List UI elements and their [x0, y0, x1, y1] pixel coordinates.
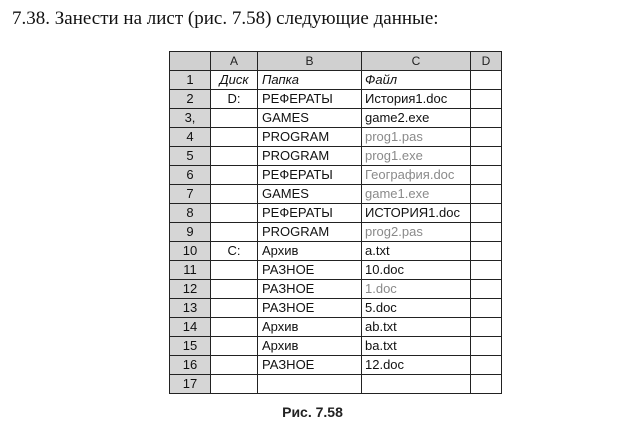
figure-caption: Рис. 7.58 [282, 404, 343, 420]
sheet-row [170, 242, 502, 261]
cell-a[interactable] [211, 318, 258, 337]
task-heading: 7.38. Занести на лист (рис. 7.58) следующие данные: [12, 8, 439, 29]
cell-c[interactable] [362, 375, 471, 394]
cell-a[interactable] [211, 223, 258, 242]
column-header-c[interactable]: C [362, 52, 471, 71]
cell-b[interactable]: РАЗНОЕ [258, 299, 362, 318]
cell-b[interactable]: PROGRAM [258, 147, 362, 166]
row-header[interactable]: 4 [170, 128, 211, 147]
cell-a[interactable]: D: [211, 90, 258, 109]
sheet-body [170, 71, 502, 394]
cell-d[interactable] [471, 280, 502, 299]
cell-d[interactable] [471, 166, 502, 185]
sheet-row [170, 375, 502, 394]
cell-d[interactable] [471, 337, 502, 356]
row-header[interactable]: 1 [170, 71, 211, 90]
row-header[interactable]: 6 [170, 166, 211, 185]
cell-a[interactable] [211, 204, 258, 223]
spreadsheet-table [169, 51, 502, 394]
cell-d[interactable] [471, 375, 502, 394]
cell-c[interactable]: ba.txt [362, 337, 471, 356]
cell-b[interactable]: РЕФЕРАТЫ [258, 166, 362, 185]
sheet-row [170, 280, 502, 299]
column-header-row [170, 52, 502, 71]
cell-c[interactable]: 1.doc [362, 280, 471, 299]
sheet-row [170, 204, 502, 223]
cell-d[interactable] [471, 90, 502, 109]
corner-cell[interactable] [170, 52, 211, 71]
cell-a[interactable] [211, 337, 258, 356]
cell-b[interactable]: GAMES [258, 185, 362, 204]
cell-c[interactable]: 5.doc [362, 299, 471, 318]
cell-a[interactable]: C: [211, 242, 258, 261]
cell-a[interactable] [211, 109, 258, 128]
cell-c[interactable]: 12.doc [362, 356, 471, 375]
row-header[interactable]: 10 [170, 242, 211, 261]
cell-b[interactable]: РЕФЕРАТЫ [258, 90, 362, 109]
row-header[interactable]: 11 [170, 261, 211, 280]
cell-a[interactable] [211, 185, 258, 204]
cell-c[interactable]: prog1.pas [362, 128, 471, 147]
cell-c[interactable]: 10.doc [362, 261, 471, 280]
column-header-d[interactable]: D [471, 52, 502, 71]
cell-a[interactable] [211, 356, 258, 375]
row-header[interactable]: 15 [170, 337, 211, 356]
sheet-row [170, 147, 502, 166]
sheet-row [170, 90, 502, 109]
row-header[interactable]: 12 [170, 280, 211, 299]
cell-d[interactable] [471, 356, 502, 375]
cell-d[interactable] [471, 109, 502, 128]
sheet-row [170, 337, 502, 356]
cell-a[interactable] [211, 147, 258, 166]
cell-d[interactable] [471, 242, 502, 261]
row-header[interactable]: 8 [170, 204, 211, 223]
cell-a[interactable] [211, 375, 258, 394]
cell-d[interactable] [471, 147, 502, 166]
cell-c[interactable]: География.doc [362, 166, 471, 185]
row-header[interactable]: 5 [170, 147, 211, 166]
row-header[interactable]: 7 [170, 185, 211, 204]
row-header[interactable]: 2 [170, 90, 211, 109]
sheet-row [170, 71, 502, 90]
row-header[interactable]: 16 [170, 356, 211, 375]
cell-c[interactable]: ab.txt [362, 318, 471, 337]
cell-b[interactable]: РАЗНОЕ [258, 280, 362, 299]
cell-d[interactable] [471, 128, 502, 147]
sheet-row [170, 318, 502, 337]
sheet-row [170, 223, 502, 242]
cell-b[interactable] [258, 375, 362, 394]
column-header-a[interactable]: A [211, 52, 258, 71]
row-header[interactable]: 14 [170, 318, 211, 337]
row-header[interactable]: 17 [170, 375, 211, 394]
sheet-row [170, 166, 502, 185]
row-header[interactable]: 3, [170, 109, 211, 128]
cell-d[interactable] [471, 318, 502, 337]
cell-c[interactable]: game2.exe [362, 109, 471, 128]
sheet-row [170, 185, 502, 204]
cell-c[interactable]: Файл [362, 71, 471, 90]
cell-c[interactable]: prog1.exe [362, 147, 471, 166]
cell-a[interactable]: Диск [211, 71, 258, 90]
cell-b[interactable]: Архив [258, 242, 362, 261]
cell-d[interactable] [471, 71, 502, 90]
cell-b[interactable]: Архив [258, 337, 362, 356]
row-header[interactable]: 13 [170, 299, 211, 318]
cell-d[interactable] [471, 204, 502, 223]
cell-c[interactable]: История1.doc [362, 90, 471, 109]
cell-b[interactable]: PROGRAM [258, 128, 362, 147]
column-header-b[interactable]: B [258, 52, 362, 71]
cell-d[interactable] [471, 223, 502, 242]
cell-a[interactable] [211, 128, 258, 147]
cell-c[interactable]: a.txt [362, 242, 471, 261]
cell-b[interactable]: Папка [258, 71, 362, 90]
sheet-row [170, 356, 502, 375]
cell-d[interactable] [471, 261, 502, 280]
sheet-row [170, 261, 502, 280]
cell-b[interactable]: PROGRAM [258, 223, 362, 242]
cell-b[interactable]: РЕФЕРАТЫ [258, 204, 362, 223]
cell-d[interactable] [471, 185, 502, 204]
sheet-row [170, 109, 502, 128]
sheet-row [170, 299, 502, 318]
cell-c[interactable]: game1.exe [362, 185, 471, 204]
cell-a[interactable] [211, 166, 258, 185]
cell-c[interactable]: prog2.pas [362, 223, 471, 242]
cell-b[interactable]: Архив [258, 318, 362, 337]
cell-a[interactable] [211, 280, 258, 299]
cell-b[interactable]: GAMES [258, 109, 362, 128]
row-header[interactable]: 9 [170, 223, 211, 242]
cell-c[interactable]: ИСТОРИЯ1.doc [362, 204, 471, 223]
cell-a[interactable] [211, 299, 258, 318]
cell-b[interactable]: РАЗНОЕ [258, 261, 362, 280]
sheet-row [170, 128, 502, 147]
cell-b[interactable]: РАЗНОЕ [258, 356, 362, 375]
cell-a[interactable] [211, 261, 258, 280]
cell-d[interactable] [471, 299, 502, 318]
